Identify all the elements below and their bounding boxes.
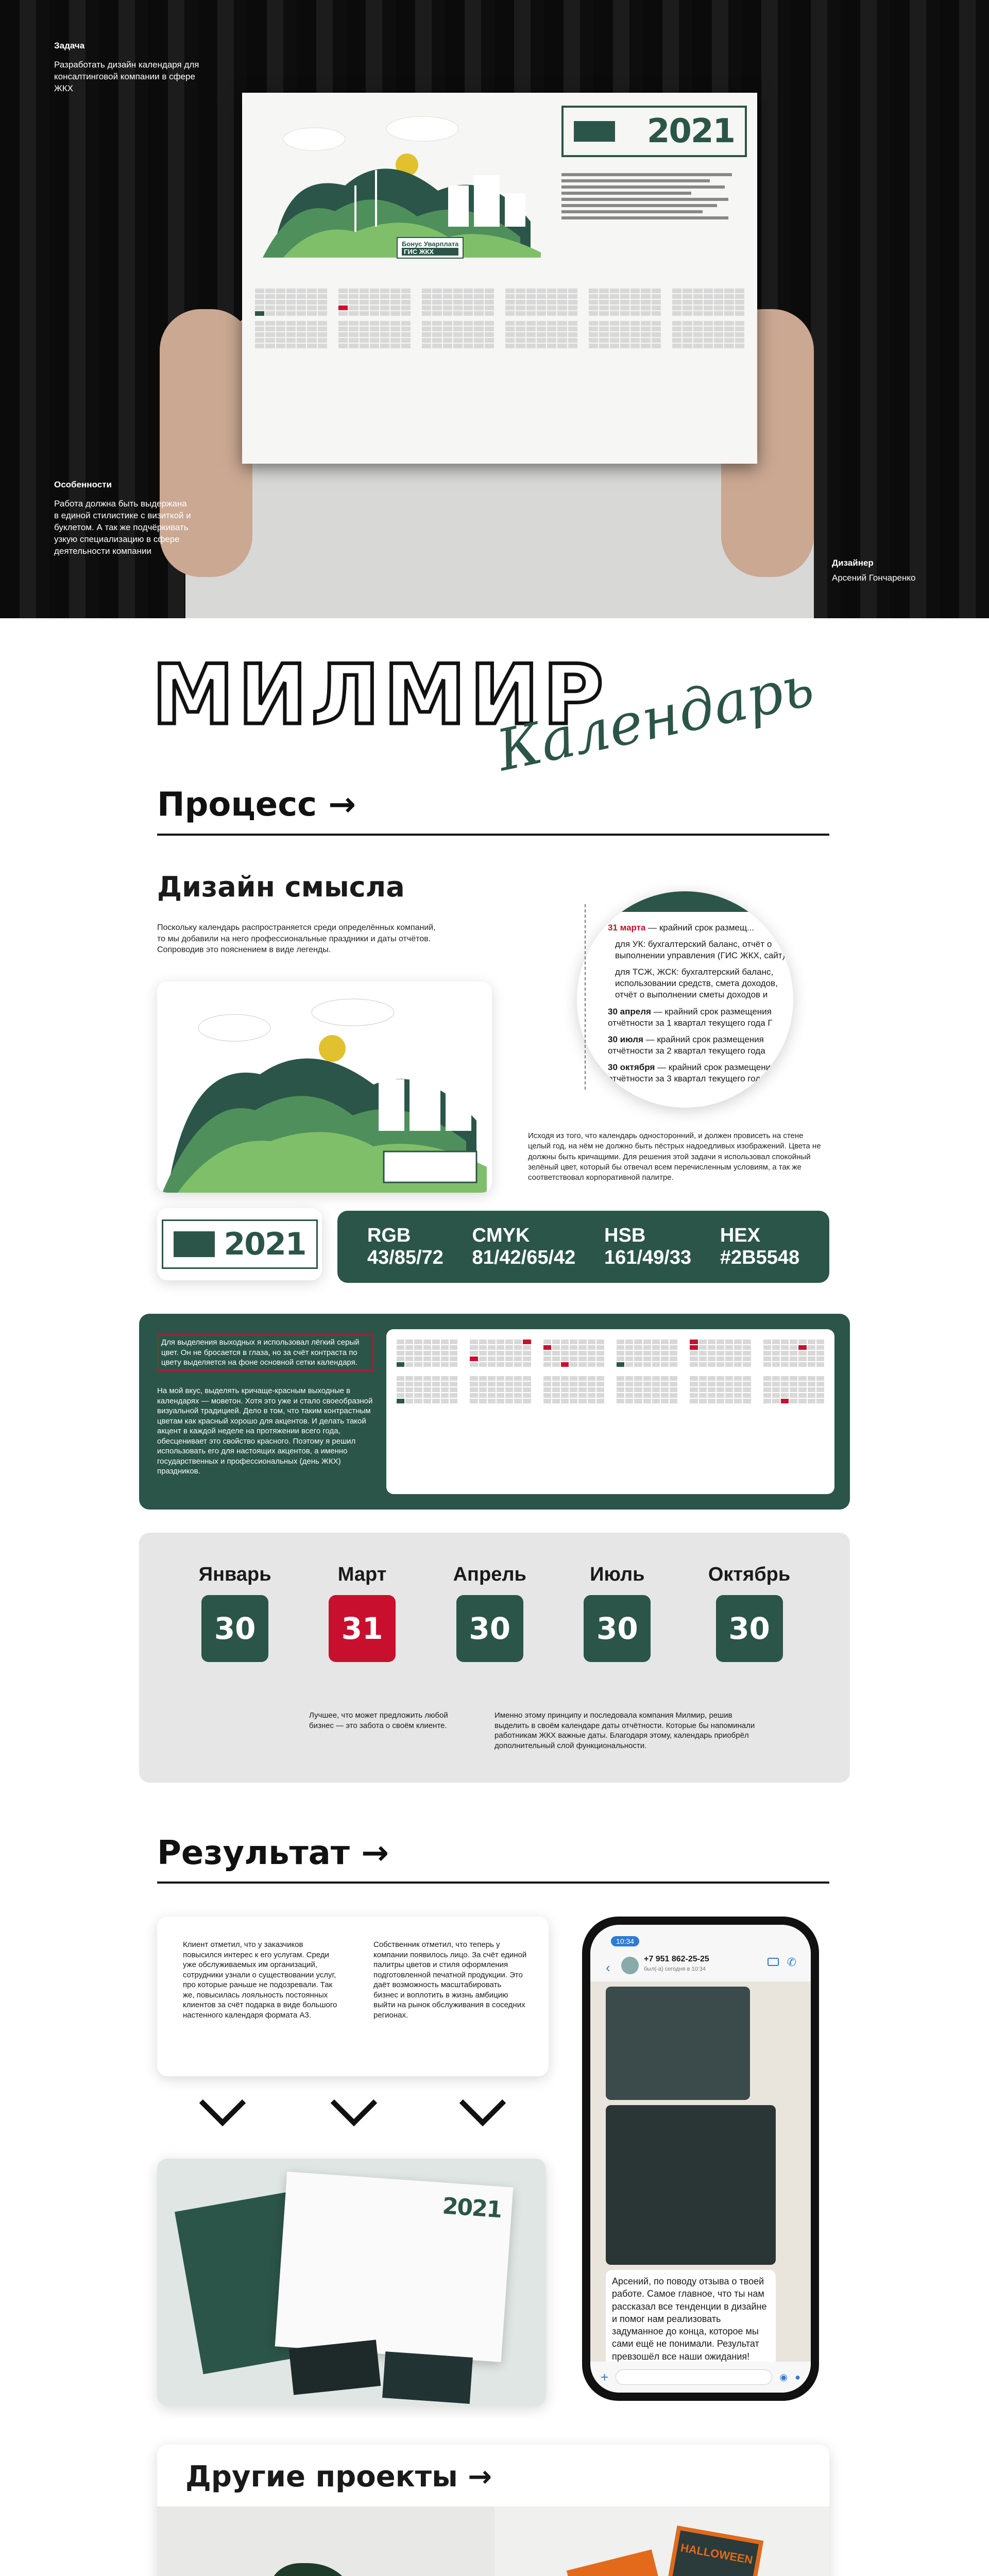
microphone-icon[interactable]: ● [795,2371,800,2382]
year-box [561,106,747,157]
color-code-hex: HEX #2B5548 [720,1225,800,1268]
bonus-line1: Бонус Уварплата [402,240,459,248]
chat-image[interactable] [606,1987,750,2100]
legend-text: — крайний срок размещения отчётности за 3 квартал текущего года [608,1062,776,1084]
message-input[interactable] [616,2369,772,2385]
process-divider [157,834,829,836]
project2-title: HALLOWEEN [679,2541,754,2567]
legend-text: — крайний срок размещения отчётности за 2 квартал текущего года [608,1034,765,1056]
halloween-flyer [567,2549,685,2576]
report-date-month: Июль [590,1564,645,1585]
business-card-photo [289,2340,381,2395]
report-date-month: Январь [198,1564,271,1585]
dates-note-left: Лучшее, что может предложить любой бизнес — это забота о своём клиенте. [309,1711,448,1730]
report-date-day: 30 [201,1595,268,1662]
designer-name: Арсений Гончаренко [832,572,916,583]
highlight-note: Для выделения выходных я использовал лёгкий серый цвет. Он не бросается в глаза, но за счёт контраста по цвету выделяется на фоне основной сетки календаря. [157,1334,373,1371]
illustration-card [157,981,492,1193]
brand-title: МИЛМИР [152,647,608,743]
logo-card [157,1208,322,1280]
calendar-preview [386,1329,834,1494]
legend-text: для ТСЖ, ЖСК: бухгалтерский баланс, использовании средств, смета доходов, отчёт о выполнении сметы доходов и [615,967,778,1000]
legend-text: — крайний срок размещения отчётности за 1 квартал текущего года Г [608,1006,773,1028]
report-date-day: 30 [584,1595,651,1662]
designer-block [832,557,966,584]
report-date-month: Октябрь [708,1564,791,1585]
report-date [453,1564,526,1662]
chat-message [606,2270,776,2376]
bonus-line2: ГИС ЖКХ [402,248,458,256]
chevron-down-icon [331,2080,378,2127]
business-card-photo [382,2351,473,2404]
avatar[interactable] [621,1957,639,1974]
legend-text: для УК: бухгалтерский баланс, отчёт о выполнении управления (ГИС ЖКХ, сайт). [615,939,788,961]
features-block [54,479,193,557]
weekend-highlight-panel [139,1314,850,1510]
task-title: Задача [54,41,85,50]
highlight-text: На мой вкус, выделять кричаще-красным выходные в календарях — моветон. Хотя это уже и стало своеобразной визуальной традицией. Дело в том, что таким контрастным цветам как красный хорошо для акцентов. И делать такой акцент в каждой неделе на протяжении всего года, обесценивает это свойство красного. Поэтому я решил использовать его для настоящих акцентов, а именно государственных и профессиональных (день ЖКХ) праздников. [157,1386,373,1476]
color-code-rgb: RGB 43/85/72 [367,1225,444,1268]
reviews-card [157,1917,549,2076]
report-date-month: Март [337,1564,387,1585]
report-date-month: Апрель [453,1564,526,1585]
chat-header [590,1925,811,1981]
year-label: 2021 [441,2193,502,2224]
report-date-day: 30 [456,1595,523,1662]
calendar-poster [242,93,757,464]
process-explain: Исходя из того, что календарь односторонний, и должен провисеть на стене целый год, на нём не должно быть пёстрых надоедливых изображений. Цвета не должны быть кричащими. Для решения этой задачи я использовал спокойный зелёный цвет, который бы отвечал всем перечисленным условиям, а так же соответствовал корпоративной палитре. [528,1131,821,1182]
company-logo [574,121,615,142]
legend-text-block [561,170,747,268]
printed-products-photo [157,2159,546,2406]
task-text: Разработать дизайн календаря для консалтинговой компании в сфере ЖКХ [54,59,199,93]
other-projects-heading: Другие проекты → [185,2460,492,2494]
calendar-photo [275,2172,514,2362]
review-left: Клиент отметил, что у заказчиков повысился интерес к его услугам. Среди уже обслуживаемых им организаций, сотрудники узнали о существовании услуг, про которые раньше не подозревали. Так же, повысилась лояльность постоянных клиентов за счёт подарка в виде большого настенного календаря формата А3. [183,1940,337,2020]
review-right: Собственник отметил, что теперь у компании появилось лицо. За счёт единой палитры цветов и стиля оформления подготовленной печатной продукции. Это даёт возможность масштабировать бизнес и воплотить в жизнь амбицию выйти на рынок обслуживания в соседних регионах. [373,1940,527,2020]
process-intro: Поскольку календарь распространяется среди определённых компаний, то мы добавили на него профессиональные праздники и даты отчётов. Сопроводив это пояснением в виде легенды. [157,923,436,955]
brand-script: Календарь [491,652,820,784]
report-dates-panel [139,1533,850,1783]
phone-screen [590,1925,811,2393]
phone-call-icon[interactable]: ✆ [787,1956,796,1969]
project-halloween[interactable] [494,2506,829,2576]
greenland-logo [270,2563,353,2576]
result-divider [157,1882,829,1884]
back-arrow-icon[interactable]: ‹ [606,1960,610,1975]
year-label: 2021 [646,112,735,150]
contact-status: был(-а) сегодня в 10:34 [644,1966,706,1972]
legend-zoom [525,886,834,1103]
legend-date: 30 июля [608,1034,643,1044]
legend-date: 30 октября [608,1062,655,1072]
bonus-badge [397,237,464,259]
legend-list [608,922,793,1084]
report-date [199,1564,271,1662]
phone-mockup [582,1917,819,2401]
process-heading: Процесс → [157,786,356,824]
month-grid [255,289,744,453]
hero-section [0,0,989,618]
result-heading: Результат → [157,1834,389,1872]
company-logo [174,1231,215,1257]
color-code-cmyk: CMYK 81/42/65/42 [472,1225,576,1268]
color-code-hsb: HSB 161/49/33 [604,1225,692,1268]
legend-zoom-circle [577,891,793,1108]
camera-icon[interactable]: ◉ [779,2371,788,2382]
features-title: Особенности [54,480,112,489]
features-text: Работа должна быть выдержана в единой стилистике с визиткой и буклетом. А так же подчёркивать узкую специализацию в сфере деятельности компании [54,498,191,556]
dates-note-right: Именно этому принципу и последовала компания Милмир, решив выделить в своём календаре даты отчётности. Которые бы напоминали работникам ЖКХ важные даты. Благодаря этому, календарь приобрёл дополнительный слой функциональности. [494,1711,755,1750]
legend-text: — крайний срок размещ... [645,923,755,933]
report-date [584,1564,651,1662]
task-block [54,40,203,95]
color-codes-panel [337,1211,829,1283]
halloween-flyer [653,2526,763,2576]
illustration-detail [157,981,492,1193]
report-date [329,1564,396,1662]
contact-number[interactable]: +7 951 862-25-25 [644,1955,709,1963]
status-time: 10:34 [611,1936,639,1946]
other-projects-card [157,2445,829,2576]
video-call-icon[interactable] [768,1958,779,1966]
connector-line [585,904,586,1090]
chat-image[interactable] [606,2105,776,2265]
chevron-down-icon [199,2080,246,2127]
report-dates-row [170,1564,819,1662]
report-date-day: 31 [329,1595,396,1662]
process-subheading: Дизайн смысла [157,871,405,903]
logo-box [162,1219,318,1269]
project-greenland[interactable] [157,2506,494,2576]
chevron-down-icon [459,2080,506,2127]
report-date-day: 30 [716,1595,783,1662]
report-date [708,1564,790,1662]
year-label: 2021 [224,1226,306,1262]
paper-city-illustration [252,108,551,258]
designer-title: Дизайнер [832,558,874,568]
legend-date: 30 апреля [608,1006,651,1016]
legend-date: 31 марта [608,923,646,933]
add-icon[interactable]: + [601,2369,609,2385]
chat-message-text: Арсений, по поводу отзыва о твоей работе. Самое главное, что ты нам рассказал все тенденции в дизайне и помог нам реализовать задуманное до конца, которое мы сами ещё не понимали. Результат превзошёл все наши ожидания! [612,2276,767,2362]
chat-input-bar [590,2362,811,2393]
